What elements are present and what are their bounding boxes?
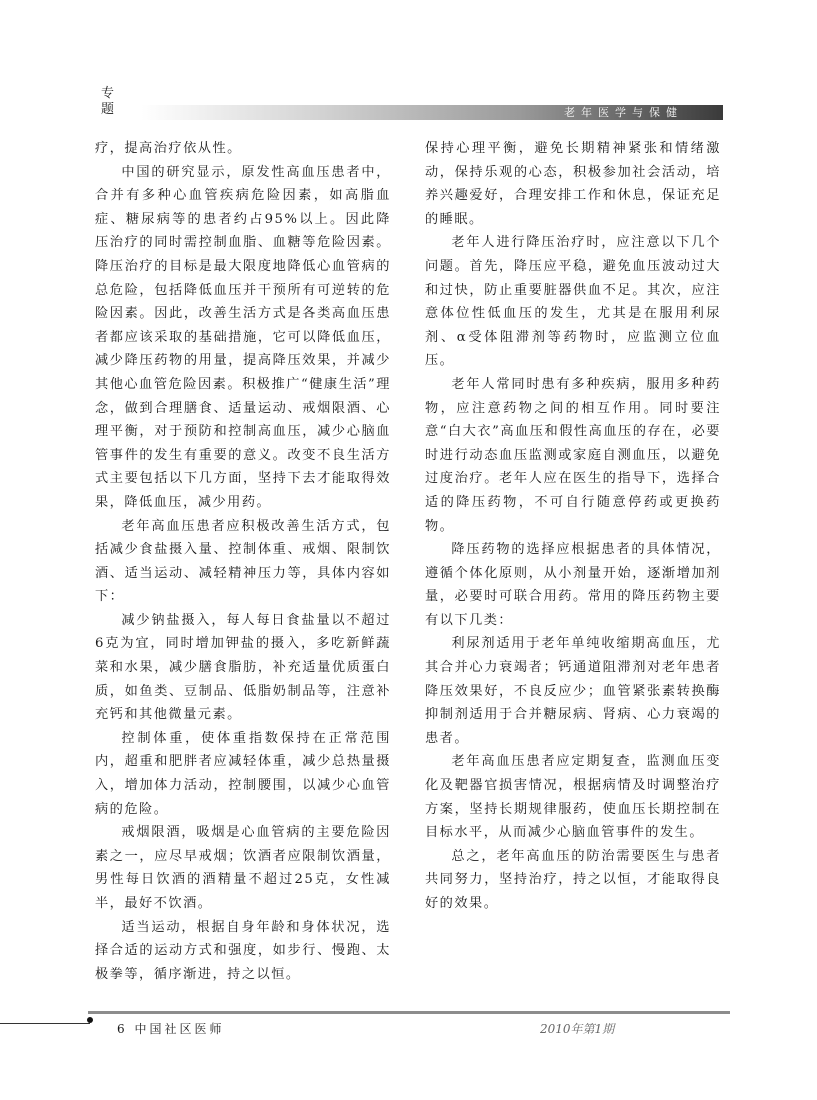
footer-bullet-dot [87,1017,93,1023]
paragraph: 利尿剂适用于老年单纯收缩期高血压，尤其合并心力衰竭者；钙通道阻滞剂对老年患者降压效果好，不良反应少；血管紧张素转换酶抑制剂适用于合并糖尿病、肾病、心力衰竭的患者。 [425,636,721,746]
paragraph: 戒烟限酒，吸烟是心血管病的主要危险因素之一，应尽早戒烟；饮酒者应限制饮酒量，男性每日饮酒的酒精量不超过25克，女性减半，最好不饮酒。 [95,825,391,911]
paragraph: 保持心理平衡，避免长期精神紧张和情绪激动，保持乐观的心态，积极参加社会活动，培养兴趣爱好，合理安排工作和休息，保证充足的睡眠。 [425,141,721,227]
left-text-column [95,137,391,997]
page-number: 6 [117,1022,128,1036]
paragraph: 减少钠盐摄入，每人每日食盐量以不超过6克为宜，同时增加钾盐的摄入，多吃新鲜蔬菜和水果，减少膳食脂肪，补充适量优质蛋白质，如鱼类、豆制品、低脂奶制品等，注意补充钙和其他微量元素。 [95,612,391,723]
issue-label: 2010年第1期 [540,1022,615,1036]
journal-name: 中国社区医师 [134,1022,225,1036]
header-gradient-bar [141,105,723,120]
footer-journal [117,1020,224,1037]
paragraph: 疗，提高治疗依从性。 [95,141,242,156]
footer-left-line [0,1023,90,1024]
paragraph: 降压药物的选择应根据患者的具体情况，遵循个体化原则，从小剂量开始，逐渐增加剂量，必要时可联合用药。常用的降压药物主要有以下几类： [425,542,721,628]
running-title: 老年医学与保健 [564,106,683,119]
paragraph: 总之，老年高血压的防治需要医生与患者共同努力，坚持治疗，持之以恒，才能取得良好的效果。 [425,848,721,911]
right-text-column [425,137,721,997]
paragraph: 老年人进行降压治疗时，应注意以下几个问题。首先，降压应平稳，避免血压波动过大和过快，防止重要脏器供血不足。其次，应注意体位性低血压的发生，尤其是在服用利尿剂、α受体阻滞剂等药物时，应监测立位血压。 [425,235,721,369]
paragraph: 中国的研究显示，原发性高血压患者中，合并有多种心血管疾病危险因素，如高脂血症、糖尿病等的患者约占95%以上。因此降压治疗的同时需控制血脂、血糖等危险因素。降压治疗的目标是最大限度地降低心血管病的总危险，包括降低血压并干预所有可逆转的危险因素。因此，改善生活方式是各类高血压患者都应该采取的基础措施，它可以降低血压，减少降压药物的用量，提高降压效果，并减少其他心血管危险因素。积极推广“健康生活”理念，做到合理膳食、适量运动、戒烟限酒、心理平衡，对于预防和控制高血压，减少心脑血管事件的发生有重要的意义。改变不良生活方式主要包括以下几方面，坚持下去才能取得效果，降低血压，减少用药。 [95,164,391,510]
footer-rule [88,1011,730,1014]
paragraph: 老年高血压患者应积极改善生活方式，包括减少食盐摄入量、控制体重、戒烟、限制饮酒、适当运动、减轻精神压力等，具体内容如下： [95,518,391,605]
paragraph: 老年高血压患者应定期复查，监测血压变化及靶器官损害情况，根据病情及时调整治疗方案，坚持长期规律服药，使血压长期控制在目标水平，从而减少心脑血管事件的发生。 [425,754,721,841]
paragraph: 适当运动，根据自身年龄和身体状况，选择合适的运动方式和强度，如步行、慢跑、太极拳等，循序渐进，持之以恒。 [95,919,391,982]
paragraph: 老年人常同时患有多种疾病，服用多种药物，应注意药物之间的相互作用。同时要注意“白大衣”高血压和假性高血压的存在，必要时进行动态血压监测或家庭自测血压，以避免过度治疗。老年人应在医生的指导下，选择合适的降压药物，不可自行随意停药或更换药物。 [425,376,721,534]
paragraph: 控制体重，使体重指数保持在正常范围内，超重和肥胖者应减轻体重，减少总热量摄入，增加体力活动，控制腰围，以减少心血管病的危险。 [95,730,391,817]
section-corner-mark: 专题 [101,86,119,117]
